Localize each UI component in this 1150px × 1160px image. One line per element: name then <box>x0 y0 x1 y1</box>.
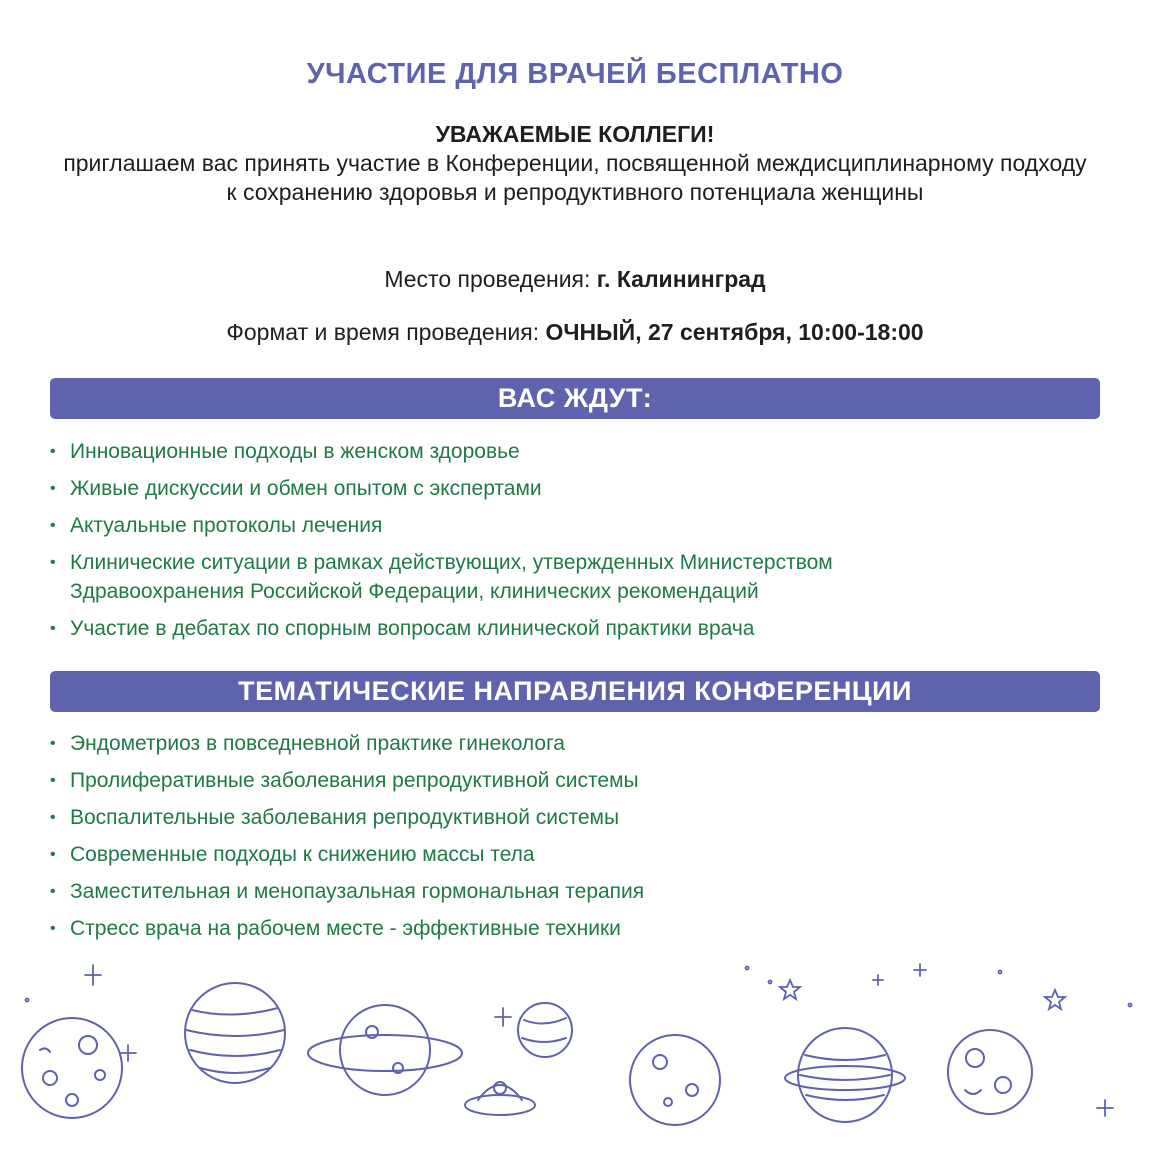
list-item: • Воспалительные заболевания репродуктивной системы <box>50 803 1100 832</box>
list-item: • Инновационные подходы в женском здоровье <box>50 437 1100 466</box>
list-item: • Современные подходы к снижению массы тела <box>50 840 1100 869</box>
list-item: • Заместительная и менопаузальная гормональная терапия <box>50 877 1100 906</box>
list-item: • Пролиферативные заболевания репродуктивной системы <box>50 766 1100 795</box>
location-line <box>0 266 1150 293</box>
star-icon <box>26 964 1132 1116</box>
greeting: УВАЖАЕМЫЕ КОЛЛЕГИ! <box>435 121 715 147</box>
format-label: Формат и время проведения: <box>226 319 546 345</box>
ufo-icon <box>465 1082 535 1115</box>
ringed-planet-icon <box>308 1005 462 1095</box>
topics-heading: ТЕМАТИЧЕСКИЕ НАПРАВЛЕНИЯ КОНФЕРЕНЦИИ <box>50 671 1100 712</box>
invitation-text: приглашаем вас принять участие в Конференции, посвященной междисциплинарному подходу к сохранению здоровья и репродуктивного потенциала женщины <box>63 150 1087 205</box>
striped-planet-icon <box>785 1028 905 1122</box>
moon-icon <box>22 1018 122 1118</box>
page-title: УЧАСТИЕ ДЛЯ ВРАЧЕЙ БЕСПЛАТНО <box>306 58 844 90</box>
format-value: ОЧНЫЙ, 27 сентября, 10:00-18:00 <box>545 319 924 345</box>
location-label: Место проведения: <box>384 266 597 292</box>
awaits-list <box>50 437 1100 651</box>
list-item: • Живые дискуссии и обмен опытом с экспертами <box>50 474 1100 503</box>
small-planet-icon <box>518 1003 572 1057</box>
list-item: • Актуальные протоколы лечения <box>50 511 1100 540</box>
topics-list <box>50 729 1100 951</box>
awaits-heading: ВАС ЖДУТ: <box>50 378 1100 419</box>
list-item: • Участие в дебатах по спорным вопросам клинической практики врача <box>50 614 1100 643</box>
format-line <box>0 319 1150 346</box>
moon-icon <box>630 1035 720 1125</box>
striped-planet-icon <box>185 983 285 1083</box>
list-item: • Эндометриоз в повседневной практике гинеколога <box>50 729 1100 758</box>
list-item: • Стресс врача на рабочем месте - эффективные техники <box>50 914 1100 943</box>
list-item: • Клинические ситуации в рамках действующих, утвержденных Министерством Здравоохранения Российской Федерации, клинических рекомендаций <box>50 548 970 606</box>
intro-block <box>60 120 1090 207</box>
location-value: г. Калининград <box>596 266 766 292</box>
swirl-planet-icon <box>948 1030 1032 1114</box>
planets-illustration <box>0 950 1150 1160</box>
